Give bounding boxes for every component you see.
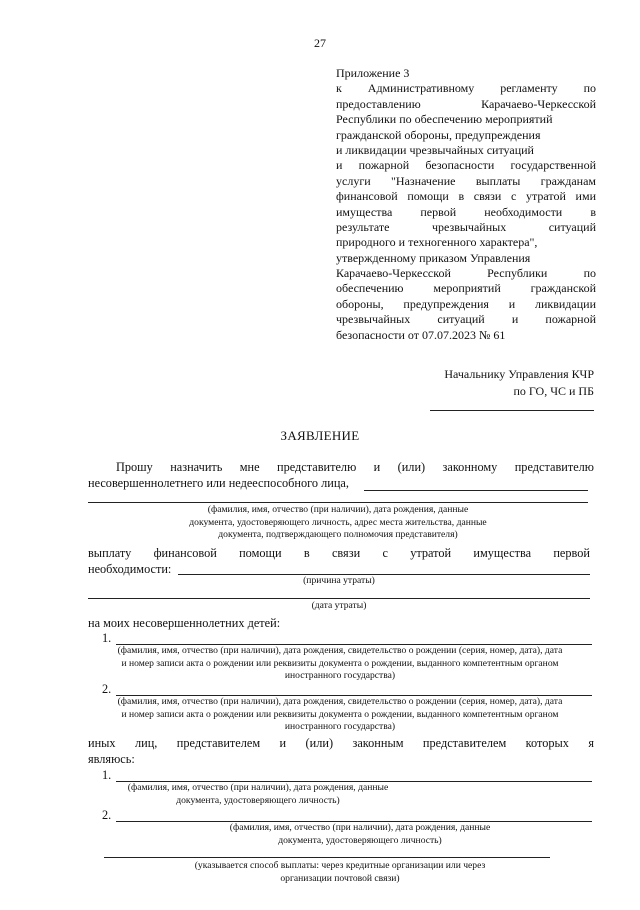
- other-1-hint: (фамилия, имя, отчество (при наличии), дата рождения, данные документа, удостоверяющего личность): [127, 782, 389, 806]
- payment-method-hint: (указывается способ выплаты: через кредитные организации или через организации почтовой связи): [194, 860, 486, 884]
- appendix-line: услуги "Назначение выплаты гражданам: [336, 173, 596, 188]
- appendix-line: природного и техногенного характера",: [336, 235, 538, 250]
- page-number: 27: [314, 36, 326, 50]
- addressee-line: по ГО, ЧС и ПБ: [513, 384, 594, 398]
- appendix-line: финансовой помощи в связи с утратой ими: [336, 189, 596, 204]
- appendix-header: [336, 66, 596, 343]
- loss-date-field[interactable]: [88, 598, 590, 599]
- appendix-line: и ликвидации чрезвычайных ситуаций: [336, 142, 534, 157]
- appendix-line: Карачаево-Черкесской Республики по: [336, 266, 596, 281]
- appendix-line: безопасности от 07.07.2023 № 61: [336, 327, 506, 342]
- applicant-hint: (фамилия, имя, отчество (при наличии), дата рождения, данные документа, удостоверяющего личность, адрес места жительства, данные документа, подтверждающего полномочия представителя): [189, 504, 487, 541]
- appendix-line: Приложение 3: [336, 66, 410, 80]
- addressee-signature-field[interactable]: [430, 410, 594, 411]
- appendix-line: и пожарной безопасности государственной: [336, 158, 596, 173]
- appendix-line: чрезвычайных ситуаций и пожарной: [336, 312, 596, 327]
- appendix-line: обороны, предупреждения и ликвидации: [336, 296, 596, 311]
- addressee-block: [444, 366, 594, 400]
- loss-reason-hint: (причина утраты): [303, 575, 375, 586]
- appendix-line: обеспечению мероприятий гражданской: [336, 281, 596, 296]
- others-line-1: иных лиц, представителем и (или) законным представителем которых я: [88, 736, 594, 750]
- appendix-line: Республики по обеспечению мероприятий: [336, 112, 553, 127]
- payment-method-field[interactable]: [104, 857, 550, 858]
- appendix-line: предоставлению Карачаево-Черкесской: [336, 96, 596, 111]
- appendix-line: имущества первой необходимости в: [336, 204, 596, 219]
- request-line-1: Прошу назначить мне представителю и (или) законному представителю: [116, 460, 594, 474]
- appendix-line: результате чрезвычайных ситуаций: [336, 219, 596, 234]
- payment-line-1: выплату финансовой помощи в связи с утратой имущества первой: [88, 546, 590, 560]
- applicant-field-2[interactable]: [88, 502, 588, 503]
- child-number-1: 1.: [102, 631, 112, 645]
- other-number-2: 2.: [102, 808, 112, 822]
- addressee-line: Начальнику Управления КЧР: [444, 367, 594, 381]
- child-2-hint: (фамилия, имя, отчество (при наличии), дата рождения, свидетельство о рождении (серия, номер, дата), дата и номер записи акта о рождении или реквизиты документа о рождении, выданного компетентным органом иностранного государства): [117, 696, 563, 733]
- child-1-hint: (фамилия, имя, отчество (при наличии), дата рождения, свидетельство о рождении (серия, номер, дата), дата и номер записи акта о рождении или реквизиты документа о рождении, выданного компетентным органом иностранного государства): [117, 645, 563, 682]
- child-number-2: 2.: [102, 682, 112, 696]
- loss-date-hint: (дата утраты): [311, 600, 367, 611]
- payment-line-2: необходимости:: [88, 562, 172, 576]
- others-line-2: являюсь:: [88, 752, 135, 766]
- children-heading: на моих несовершеннолетних детей:: [88, 616, 281, 630]
- appendix-line: утвержденному приказом Управления: [336, 250, 531, 265]
- other-number-1: 1.: [102, 768, 112, 782]
- applicant-field[interactable]: [364, 490, 588, 491]
- document-title: ЗАЯВЛЕНИЕ: [280, 428, 360, 443]
- request-line-2-text: несовершеннолетнего или недееспособного лица,: [88, 476, 349, 490]
- appendix-line: к Административному регламенту по: [336, 81, 596, 96]
- request-line-2: [88, 476, 349, 491]
- other-2-hint: (фамилия, имя, отчество (при наличии), дата рождения, данные документа, удостоверяющего личность): [229, 822, 491, 846]
- appendix-line: гражданской обороны, предупреждения: [336, 127, 541, 142]
